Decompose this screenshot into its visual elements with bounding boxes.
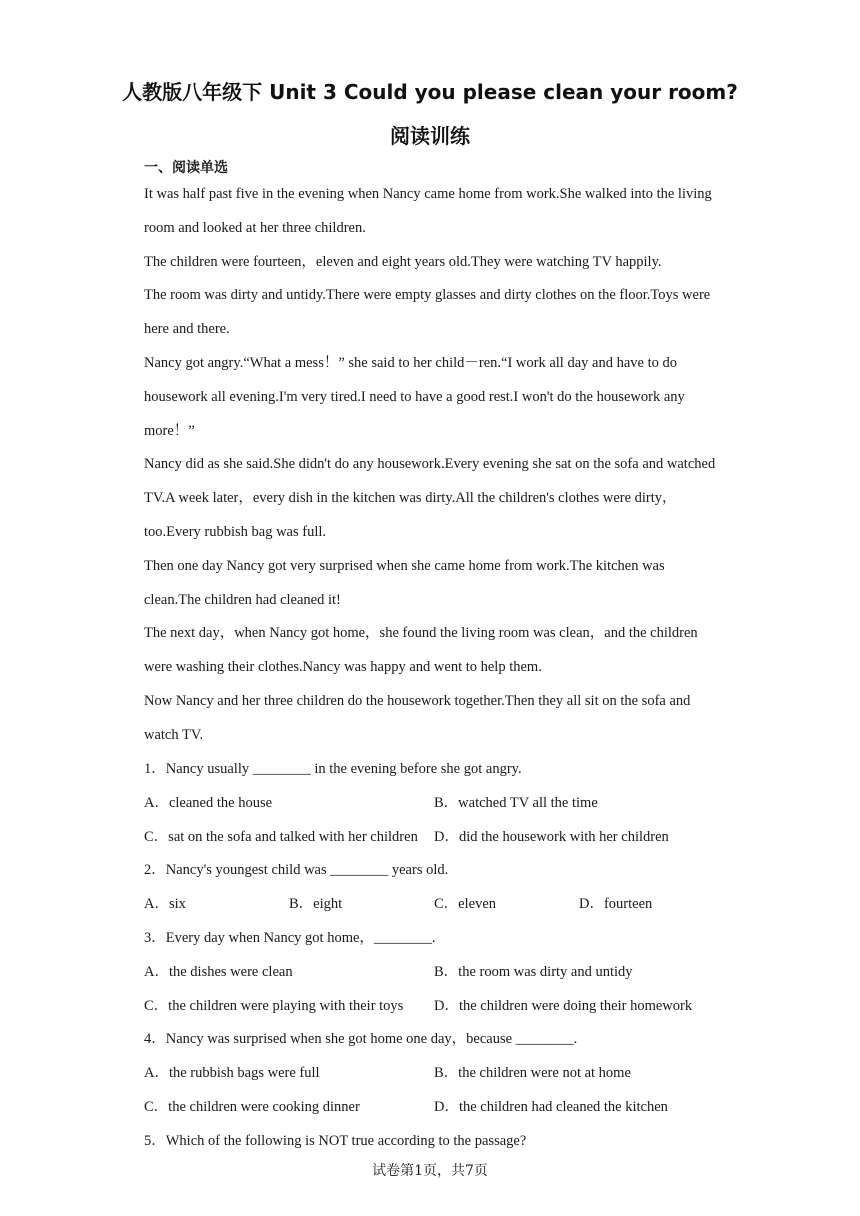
question-5 bbox=[144, 1125, 724, 1159]
passage-paragraph: Then one day Nancy got very surprised when she came home from work.The kitchen was clean.The children had cleaned it! bbox=[144, 557, 665, 608]
passage-paragraph: Nancy did as she said.She didn't do any housework.Every evening she sat on the sofa and watched TV.A week later，every dish in the kitchen was dirty.All the children's clothes were dirty，too.Every rubbish bag was full. bbox=[144, 456, 716, 540]
passage-paragraph: Nancy got angry.“What a mess！” she said to her child－ren.“I work all day and have to do housework all evening.I'm very tired.I need to have a good rest.I won't do the housework any more！” bbox=[144, 354, 685, 439]
question-stem: 5．Which of the following is NOT true according to the passage? bbox=[144, 1132, 527, 1149]
question-4 bbox=[144, 1023, 724, 1124]
option-b: B．the room was dirty and untidy bbox=[434, 963, 633, 980]
passage-paragraph: Now Nancy and her three children do the housework together.Then they all sit on the sofa and watch TV. bbox=[144, 692, 691, 743]
option-row bbox=[144, 821, 724, 855]
option-d: D．did the housework with her children bbox=[434, 828, 669, 845]
option-d: D．the children were doing their homework bbox=[434, 997, 693, 1014]
option-row bbox=[144, 888, 724, 922]
reading-passage bbox=[144, 178, 724, 753]
option-a: A．the dishes were clean bbox=[144, 963, 293, 980]
option-row bbox=[144, 1057, 724, 1091]
passage-paragraph: The next day，when Nancy got home，she found the living room was clean，and the children were washing their clothes.Nancy was happy and went to help them. bbox=[144, 625, 698, 676]
document-subtitle: 阅读训练 bbox=[390, 124, 470, 148]
question-2 bbox=[144, 854, 724, 922]
option-a: A．six bbox=[144, 896, 186, 913]
question-3 bbox=[144, 922, 724, 1023]
option-a: A．cleaned the house bbox=[144, 794, 273, 811]
option-c: C．eleven bbox=[434, 896, 497, 913]
option-d: D．fourteen bbox=[579, 896, 653, 913]
option-row bbox=[144, 990, 724, 1024]
question-list bbox=[144, 753, 724, 1159]
option-b: B．the children were not at home bbox=[434, 1065, 631, 1082]
question-stem: 4．Nancy was surprised when she got home one day，because ________. bbox=[144, 1031, 578, 1048]
option-c: C．the children were cooking dinner bbox=[144, 1098, 360, 1115]
passage-paragraph: The room was dirty and untidy.There were empty glasses and dirty clothes on the floor.Toys were here and there. bbox=[144, 287, 711, 338]
option-b: B．watched TV all the time bbox=[434, 794, 598, 811]
question-stem: 1．Nancy usually ________ in the evening before she got angry. bbox=[144, 761, 522, 777]
option-d: D．the children had cleaned the kitchen bbox=[434, 1098, 668, 1115]
option-b: B．eight bbox=[289, 896, 343, 913]
passage-paragraph: It was half past five in the evening when Nancy came home from work.She walked into the living room and looked at her three children. bbox=[144, 186, 712, 236]
option-c: C．the children were playing with their toys bbox=[144, 997, 404, 1014]
option-row bbox=[144, 956, 724, 990]
section-heading: 一、阅读单选 bbox=[144, 160, 228, 176]
option-c: C．sat on the sofa and talked with her children bbox=[144, 828, 418, 845]
question-1 bbox=[144, 753, 724, 854]
option-row bbox=[144, 1091, 724, 1125]
passage-paragraph: The children were fourteen，eleven and eight years old.They were watching TV happily. bbox=[144, 253, 662, 270]
question-stem: 2．Nancy's youngest child was ________ years old. bbox=[144, 862, 449, 879]
page-footer: 试卷第1页，共7页 bbox=[372, 1163, 488, 1179]
option-a: A．the rubbish bags were full bbox=[144, 1065, 320, 1082]
document-title: 人教版八年级下 Unit 3 Could you please clean your room? bbox=[122, 80, 738, 104]
question-stem: 3．Every day when Nancy got home，________. bbox=[144, 929, 436, 946]
option-row bbox=[144, 787, 724, 821]
